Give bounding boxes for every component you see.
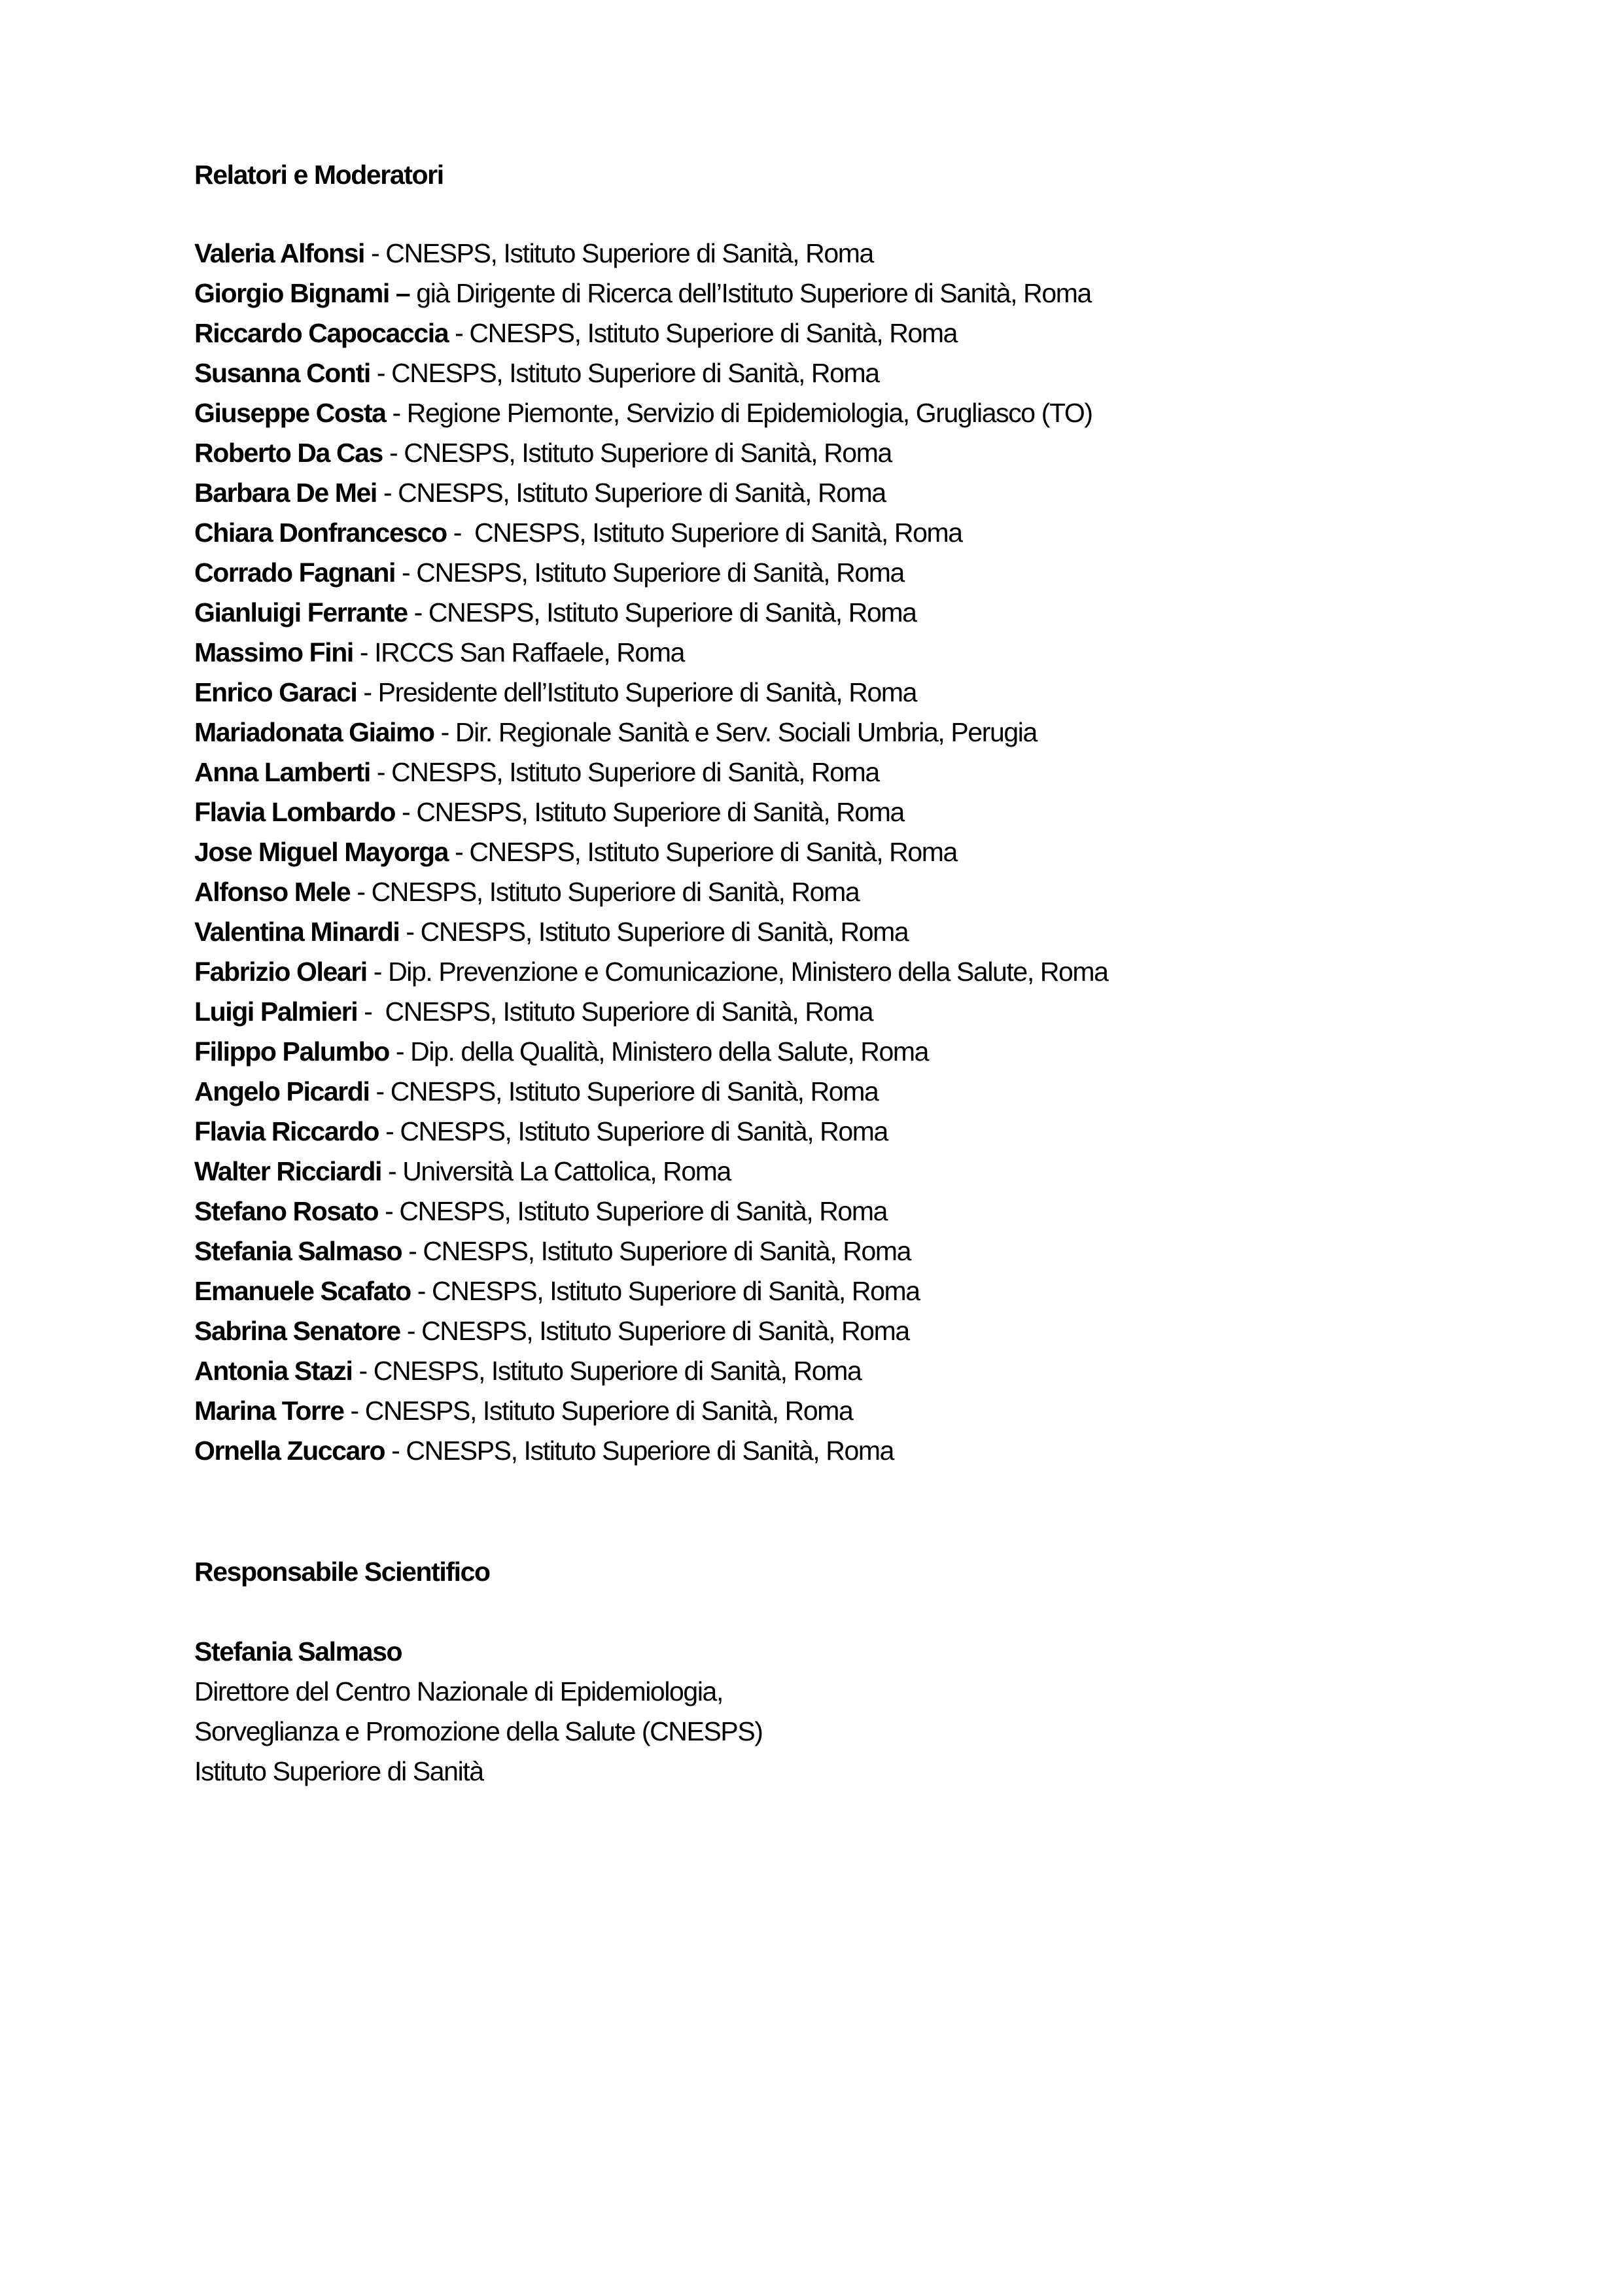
speaker-affiliation: CNESPS, Istituto Superiore di Sanità, Roma xyxy=(428,597,916,627)
speaker-entry xyxy=(194,673,916,713)
speaker-affiliation: CNESPS, Istituto Superiore di Sanità, Roma xyxy=(399,1196,887,1226)
speaker-entry xyxy=(194,1391,852,1431)
speaker-entry xyxy=(194,1152,731,1192)
separator: - xyxy=(434,717,455,747)
speaker-entry xyxy=(194,912,908,952)
speaker-name: Fabrizio Oleari xyxy=(194,957,367,987)
speaker-name: Roberto Da Cas xyxy=(194,438,383,468)
speaker-affiliation: CNESPS, Istituto Superiore di Sanità, Roma xyxy=(416,557,904,588)
speaker-affiliation: CNESPS, Istituto Superiore di Sanità, Roma xyxy=(385,238,873,268)
separator: - xyxy=(357,677,378,707)
speaker-entry xyxy=(194,1072,878,1112)
separator: - xyxy=(357,997,385,1027)
speaker-name: Luigi Palmieri xyxy=(194,997,358,1027)
separator: - xyxy=(385,398,407,428)
speaker-name: Corrado Fagnani xyxy=(194,557,396,588)
separator: - xyxy=(381,1156,403,1186)
separator: - xyxy=(353,637,375,667)
speaker-affiliation: Dip. della Qualità, Ministero della Salute, Roma xyxy=(410,1036,929,1067)
speaker-name: Sabrina Senatore xyxy=(194,1316,400,1346)
separator: - xyxy=(402,1236,423,1266)
speaker-name: Alfonso Mele xyxy=(194,877,351,907)
separator: - xyxy=(399,917,421,947)
separator: - xyxy=(352,1356,374,1386)
speaker-name: Susanna Conti xyxy=(194,358,370,388)
speaker-entry xyxy=(194,792,904,832)
speaker-entry xyxy=(194,513,962,553)
speaker-affiliation: CNESPS, Istituto Superiore di Sanità, Roma xyxy=(416,797,904,827)
speaker-name: Stefania Salmaso xyxy=(194,1236,402,1266)
speaker-entry xyxy=(194,1431,894,1471)
separator: - xyxy=(382,438,404,468)
speaker-affiliation: Presidente dell’Istituto Superiore di Sanità, Roma xyxy=(377,677,917,707)
speaker-affiliation: CNESPS, Istituto Superiore di Sanità, Roma xyxy=(432,1276,920,1306)
speaker-name: Flavia Lombardo xyxy=(194,797,396,827)
speaker-entry xyxy=(194,1311,909,1351)
separator: - xyxy=(378,1196,400,1226)
speaker-affiliation: CNESPS, Istituto Superiore di Sanità, Roma xyxy=(390,1076,879,1106)
speaker-affiliation: CNESPS, Istituto Superiore di Sanità, Roma xyxy=(398,478,886,508)
speakers-heading: Relatori e Moderatori xyxy=(194,160,444,190)
speaker-name: Jose Miguel Mayorga xyxy=(194,837,449,867)
speaker-affiliation: Università La Cattolica, Roma xyxy=(402,1156,731,1186)
speaker-entry xyxy=(194,353,879,393)
speaker-entry xyxy=(194,713,1037,752)
speaker-affiliation: CNESPS, Istituto Superiore di Sanità, Roma xyxy=(400,1116,888,1146)
separator: - xyxy=(350,877,372,907)
speaker-name: Massimo Fini xyxy=(194,637,353,667)
speaker-affiliation: CNESPS, Istituto Superiore di Sanità, Roma xyxy=(406,1436,894,1466)
speaker-name: Mariadonata Giaimo xyxy=(194,717,434,747)
separator: - xyxy=(407,597,428,627)
speaker-entry xyxy=(194,992,873,1032)
scientific-role-line: Istituto Superiore di Sanità xyxy=(194,1756,483,1786)
scientific-heading: Responsabile Scientifico xyxy=(194,1557,490,1587)
separator: - xyxy=(366,957,389,987)
speaker-name: Valentina Minardi xyxy=(194,917,400,947)
speaker-entry xyxy=(194,473,886,513)
speaker-affiliation: CNESPS, Istituto Superiore di Sanità, Roma xyxy=(391,358,879,388)
separator: - xyxy=(395,557,417,588)
speaker-entry xyxy=(194,752,879,792)
speaker-name: Emanuele Scafato xyxy=(194,1276,411,1306)
speaker-affiliation: CNESPS, Istituto Superiore di Sanità, Roma xyxy=(474,518,962,548)
speaker-affiliation: già Dirigente di Ricerca dell’Istituto Superiore di Sanità, Roma xyxy=(416,278,1091,308)
separator: - xyxy=(370,358,392,388)
scientific-name: Stefania Salmaso xyxy=(194,1636,402,1667)
speaker-name: Filippo Palumbo xyxy=(194,1036,389,1067)
speaker-name: Gianluigi Ferrante xyxy=(194,597,408,627)
separator: – xyxy=(389,278,417,308)
speaker-entry xyxy=(194,872,859,912)
speaker-affiliation: IRCCS San Raffaele, Roma xyxy=(374,637,684,667)
speaker-name: Ornella Zuccaro xyxy=(194,1436,385,1466)
speaker-name: Enrico Garaci xyxy=(194,677,357,707)
speaker-name: Valeria Alfonsi xyxy=(194,238,365,268)
separator: - xyxy=(400,1316,422,1346)
scientific-role-line: Sorveglianza e Promozione della Salute (CNESPS) xyxy=(194,1716,763,1746)
speaker-entry xyxy=(194,1351,861,1391)
speaker-affiliation: CNESPS, Istituto Superiore di Sanità, Roma xyxy=(423,1236,911,1266)
speaker-entry xyxy=(194,234,873,274)
scientific-role-line: Direttore del Centro Nazionale di Epidemiologia, xyxy=(194,1676,723,1706)
separator: - xyxy=(395,797,417,827)
speaker-affiliation: CNESPS, Istituto Superiore di Sanità, Roma xyxy=(371,877,860,907)
speaker-affiliation: CNESPS, Istituto Superiore di Sanità, Roma xyxy=(373,1356,862,1386)
speaker-name: Antonia Stazi xyxy=(194,1356,353,1386)
speaker-entry xyxy=(194,593,916,633)
speaker-name: Anna Lamberti xyxy=(194,757,370,787)
speaker-entry xyxy=(194,832,957,872)
speaker-affiliation: Dir. Regionale Sanità e Serv. Sociali Umbria, Perugia xyxy=(455,717,1037,747)
speaker-entry xyxy=(194,313,957,353)
speaker-entry xyxy=(194,952,1108,992)
separator: - xyxy=(448,837,470,867)
speaker-name: Barbara De Mei xyxy=(194,478,377,508)
speaker-entry xyxy=(194,1271,920,1311)
separator: - xyxy=(389,1036,411,1067)
speaker-name: Flavia Riccardo xyxy=(194,1116,379,1146)
separator: - xyxy=(410,1276,432,1306)
speaker-affiliation: CNESPS, Istituto Superiore di Sanità, Roma xyxy=(385,997,873,1027)
separator: - xyxy=(364,238,386,268)
speaker-affiliation: CNESPS, Istituto Superiore di Sanità, Roma xyxy=(420,917,909,947)
separator: - xyxy=(379,1116,400,1146)
speaker-affiliation: Regione Piemonte, Servizio di Epidemiologia, Grugliasco (TO) xyxy=(406,398,1092,428)
speaker-affiliation: CNESPS, Istituto Superiore di Sanità, Roma xyxy=(391,757,879,787)
speaker-affiliation: Dip. Prevenzione e Comunicazione, Ministero della Salute, Roma xyxy=(388,957,1108,987)
speaker-entry xyxy=(194,1112,888,1152)
separator: - xyxy=(376,478,398,508)
speaker-entry xyxy=(194,1231,911,1271)
speaker-affiliation: CNESPS, Istituto Superiore di Sanità, Roma xyxy=(364,1396,853,1426)
speaker-entry xyxy=(194,433,892,473)
speaker-name: Marina Torre xyxy=(194,1396,344,1426)
speaker-name: Chiara Donfrancesco xyxy=(194,518,447,548)
speaker-entry xyxy=(194,553,904,593)
speaker-affiliation: CNESPS, Istituto Superiore di Sanità, Roma xyxy=(469,318,958,348)
speaker-affiliation: CNESPS, Istituto Superiore di Sanità, Roma xyxy=(469,837,957,867)
speaker-name: Giuseppe Costa xyxy=(194,398,386,428)
speaker-entry xyxy=(194,1192,887,1231)
speaker-name: Riccardo Capocaccia xyxy=(194,318,449,348)
speaker-name: Stefano Rosato xyxy=(194,1196,379,1226)
separator: - xyxy=(369,1076,391,1106)
speaker-entry xyxy=(194,393,1092,433)
separator: - xyxy=(448,318,470,348)
speaker-entry xyxy=(194,274,1091,313)
separator: - xyxy=(343,1396,365,1426)
separator: - xyxy=(446,518,475,548)
speaker-name: Angelo Picardi xyxy=(194,1076,370,1106)
speaker-name: Walter Ricciardi xyxy=(194,1156,381,1186)
separator: - xyxy=(370,757,392,787)
speaker-affiliation: CNESPS, Istituto Superiore di Sanità, Roma xyxy=(404,438,892,468)
speaker-affiliation: CNESPS, Istituto Superiore di Sanità, Roma xyxy=(421,1316,909,1346)
speaker-entry xyxy=(194,1032,928,1072)
separator: - xyxy=(385,1436,406,1466)
speaker-name: Giorgio Bignami xyxy=(194,278,389,308)
speaker-entry xyxy=(194,633,684,673)
